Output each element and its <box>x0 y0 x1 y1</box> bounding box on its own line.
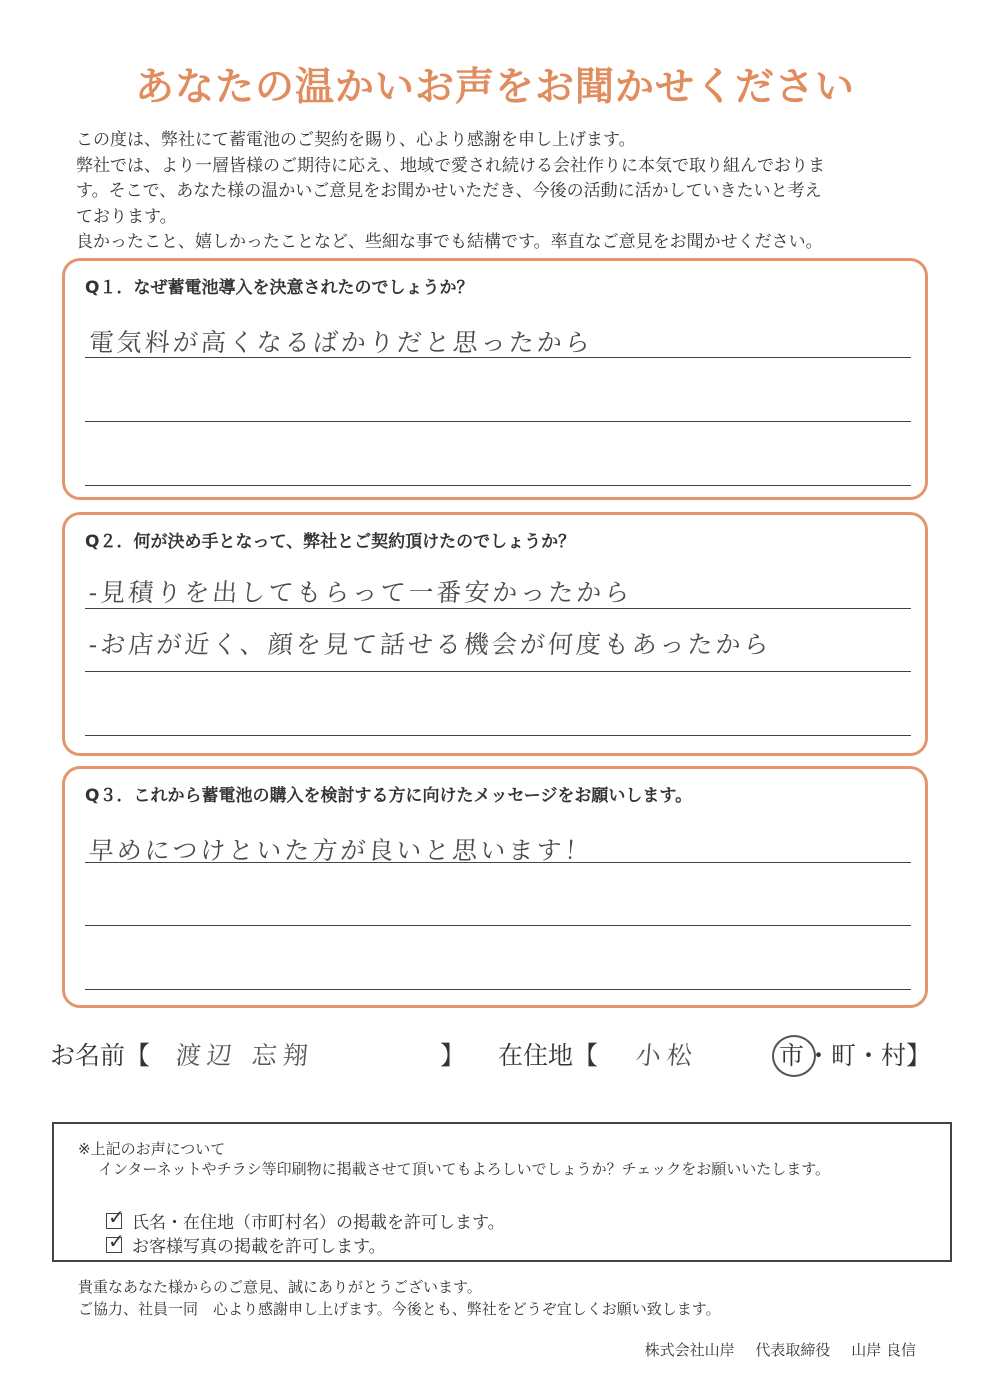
name-label: お名前【 <box>50 1041 151 1070</box>
answer-line <box>85 608 911 609</box>
check-mark-icon: ✓ <box>108 1228 125 1253</box>
page-title: あなたの温かいお声をお聞かせください <box>134 65 855 110</box>
answer-text-q2-line1[interactable]: -見積りを出してもらって一番安かったから <box>87 578 634 607</box>
answer-line <box>85 735 911 736</box>
signature <box>629 1339 916 1360</box>
permission-item-label: 氏名・在住地（市町村名）の掲載を許可します。 <box>132 1213 505 1233</box>
intro-line: 良かったこと、嬉しかったことなど、些細な事でも結構です。率直なご意見をお聞かせください。 <box>76 232 823 252</box>
answer-line <box>85 989 911 990</box>
name-value[interactable]: 渡辺 忘翔 <box>174 1041 316 1070</box>
answer-line <box>85 421 911 422</box>
intro-line: この度は、弊社にて蓄電池のご契約を賜り、心より感謝を申し上げます。 <box>76 130 636 150</box>
address-label: 在住地【 <box>498 1041 599 1070</box>
permission-item-photo[interactable] <box>106 1228 386 1257</box>
address-suffix-rest[interactable]: ・町・村】 <box>806 1041 932 1070</box>
question-label-q2: Q２．何が決め手となって、弊社とご契約頂けたのでしょうか？ <box>85 532 576 552</box>
thanks-line: 貴重なあなた様からのご意見、誠にありがとうございます。 <box>78 1278 482 1296</box>
permission-note: ※上記のお声について <box>78 1140 226 1158</box>
question-box-q2 <box>62 512 928 756</box>
intro-line: す。そこで、あなた様の温かいご意見をお聞かせいただき、今後の活動に活かしていきたいと考え <box>76 181 822 201</box>
address-value[interactable]: 小松 <box>634 1041 700 1070</box>
answer-line <box>85 671 911 672</box>
signer-role: 代表取締役 <box>755 1341 831 1359</box>
check-mark-icon: ✓ <box>108 1204 125 1229</box>
thanks-line: ご協力、社員一同 心より感謝申し上げます。今後とも、弊社をどうぞ宜しくお願い致します。 <box>78 1300 721 1318</box>
answer-line <box>85 862 911 863</box>
answer-text-q2-line2[interactable]: -お店が近く、顔を見て話せる機会が何度もあったから <box>87 630 773 659</box>
question-box-q3 <box>62 766 928 1008</box>
answer-line <box>85 357 911 358</box>
answer-line <box>85 925 911 926</box>
intro-line: ております。 <box>76 206 177 227</box>
intro-text <box>76 128 936 256</box>
company-name: 株式会社山岸 <box>644 1341 735 1359</box>
checkbox[interactable] <box>106 1228 125 1253</box>
permission-question: インターネットやチラシ等印刷物に掲載させて頂いてもよろしいでしょうか？チェックをお願いいたします。 <box>98 1160 831 1178</box>
intro-line: 弊社では、より一層皆様のご期待に応え、地域で愛され続ける会社作りに本気で取り組んでおりま <box>76 155 826 176</box>
answer-line <box>85 485 911 486</box>
permission-item-label: お客様写真の掲載を許可します。 <box>132 1237 386 1257</box>
signer-name: 山岸 良信 <box>851 1341 916 1359</box>
permission-item-name-address[interactable] <box>106 1204 505 1233</box>
answer-text-q1-line1[interactable]: 電気料が高くなるばかりだと思ったから <box>87 328 594 357</box>
checkbox[interactable] <box>106 1204 125 1229</box>
name-bracket-close: 】 <box>440 1041 466 1070</box>
question-label-q1: Q１．なぜ蓄電池導入を決意されたのでしょうか？ <box>85 278 474 298</box>
answer-text-q3-line1[interactable]: 早めにつけといた方が良いと思います！ <box>87 836 594 865</box>
question-label-q3: Q３．これから蓄電池の購入を検討する方に向けたメッセージをお願いします。 <box>85 786 693 806</box>
permission-box <box>52 1122 952 1262</box>
thanks-text <box>78 1276 721 1320</box>
address-suffix-city[interactable]: 市 <box>779 1041 805 1070</box>
question-box-q1 <box>62 258 928 500</box>
